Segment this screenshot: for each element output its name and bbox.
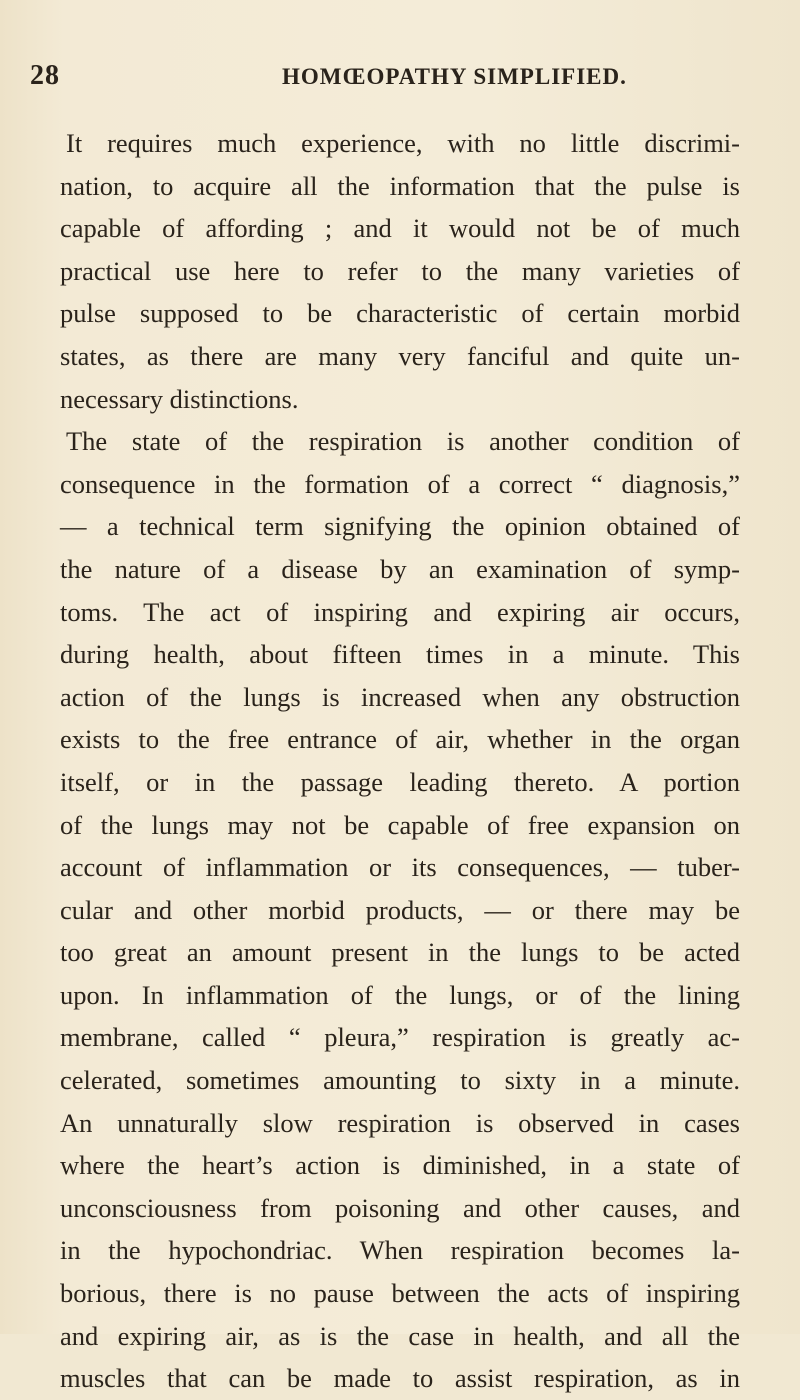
text-line: nation, to acquire all the information that the pulse is — [60, 170, 740, 201]
page-number: 28 — [30, 60, 60, 91]
text-line: the nature of a disease by an examination of symp- — [60, 553, 740, 584]
text-line: exists to the free entrance of air, whether in the organ — [60, 724, 740, 755]
text-line: too great an amount present in the lungs to be acted — [60, 937, 740, 968]
text-line: pulse supposed to be characteristic of certain morbid — [60, 298, 740, 329]
text-line: An unnaturally slow respiration is observed in cases — [60, 1107, 740, 1138]
text-line: capable of affording ; and it would not be of much — [60, 213, 740, 244]
text-line: consequence in the formation of a correct “ diagnosis,” — [60, 468, 740, 499]
text-line: necessary distinctions. — [60, 383, 299, 414]
text-line: membrane, called “ pleura,” respiration is greatly ac- — [60, 1022, 740, 1053]
text-line: practical use here to refer to the many varieties of — [60, 255, 740, 286]
text-line: of the lungs may not be capable of free expansion on — [60, 809, 740, 840]
text-line: toms. The act of inspiring and expiring air occurs, — [60, 596, 740, 627]
text-line: during health, about fifteen times in a minute. This — [60, 639, 740, 670]
page-header — [30, 60, 760, 100]
text-line: unconsciousness from poisoning and other causes, and — [60, 1192, 740, 1223]
text-line: action of the lungs is increased when any obstruction — [60, 681, 740, 712]
text-line: muscles that can be made to assist respiration, as in — [60, 1363, 740, 1394]
text-line: in the hypochondriac. When respiration becomes la- — [60, 1235, 740, 1266]
text-line: itself, or in the passage leading thereto. A portion — [60, 766, 740, 797]
text-line: — a technical term signifying the opinion obtained of — [60, 511, 740, 542]
text-line: and expiring air, as is the case in health, and all the — [60, 1320, 740, 1351]
text-line: borious, there is no pause between the acts of inspiring — [60, 1278, 740, 1309]
text-line: cular and other morbid products, — or there may be — [60, 894, 740, 925]
running-head: HOMŒOPATHY SIMPLIFIED. — [282, 64, 627, 89]
text-line: account of inflammation or its consequences, — tuber- — [60, 852, 740, 883]
text-line: celerated, sometimes amounting to sixty in a minute. — [60, 1065, 740, 1096]
text-line: It requires much experience, with no little discrimi- — [66, 128, 740, 158]
body-text — [60, 122, 740, 1400]
text-line: The state of the respiration is another condition of — [66, 426, 740, 457]
text-line: where the heart’s action is diminished, in a state of — [60, 1150, 740, 1181]
text-line: upon. In inflammation of the lungs, or of the lining — [60, 979, 740, 1010]
text-line: states, as there are many very fanciful and quite un- — [60, 340, 740, 371]
